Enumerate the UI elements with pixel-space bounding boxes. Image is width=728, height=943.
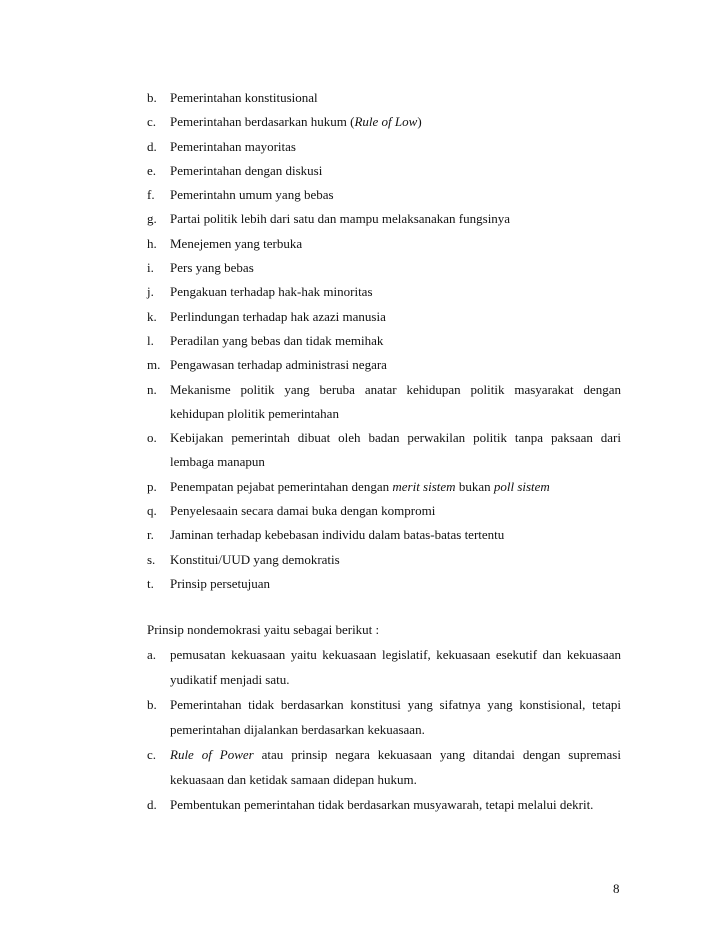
text-run: Pemerintahan konstitusional <box>170 90 318 105</box>
list-marker: i. <box>147 260 154 276</box>
list-item <box>147 792 621 817</box>
page-number: 8 <box>613 881 620 896</box>
italic-term: Rule of Power <box>170 747 254 763</box>
text-run: Partai politik lebih dari satu dan mampu melaksanakan fungsinya <box>170 211 511 227</box>
list-item <box>147 256 621 280</box>
list-item-text <box>170 305 621 329</box>
list-item-text <box>170 159 621 183</box>
list-item-text <box>170 792 621 817</box>
text-run: Jaminan terhadap kebebasan individu dalam batas-batas tertentu <box>170 527 505 543</box>
text-run: Pengawasan terhadap administrasi negara <box>170 357 387 373</box>
list-item-text <box>170 280 621 304</box>
nondemocracy-principles-list <box>147 642 621 817</box>
list-marker: a. <box>147 647 157 663</box>
list-item <box>147 692 621 742</box>
text-run: Pemerintahan berdasarkan hukum ( <box>170 114 355 130</box>
list-item-text <box>170 426 621 475</box>
list-marker: c. <box>147 114 157 130</box>
list-item <box>147 207 621 231</box>
list-item-text <box>170 499 621 523</box>
list-marker: n. <box>147 381 157 397</box>
list-item-text <box>170 329 621 353</box>
text-run: Menejemen yang terbuka <box>170 235 303 251</box>
list-item <box>147 572 621 596</box>
list-marker: d. <box>147 138 157 154</box>
list-item <box>147 742 621 792</box>
list-marker: b. <box>147 697 157 713</box>
list-item <box>147 353 621 377</box>
italic-term: poll sistem <box>493 478 550 494</box>
document-page <box>147 86 621 817</box>
list-item-text <box>170 110 621 134</box>
text-run: Pemerintahan mayoritas <box>170 138 296 154</box>
text-run: Penyelesaain secara damai buka dengan kompromi <box>170 503 436 519</box>
list-marker: c. <box>147 747 157 763</box>
list-marker: m. <box>147 357 161 373</box>
list-item <box>147 135 621 159</box>
list-item-text <box>170 642 621 692</box>
list-item <box>147 305 621 329</box>
democracy-principles-list <box>147 86 621 596</box>
list-marker: k. <box>147 308 157 324</box>
list-item <box>147 475 621 499</box>
list-marker: f. <box>147 187 155 203</box>
list-marker: p. <box>147 478 157 494</box>
list-item-text <box>170 353 621 377</box>
list-marker: g. <box>147 211 157 227</box>
list-item-text <box>170 548 621 572</box>
text-run: pemusatan kekuasaan yaitu kekuasaan legislatif, kekuasaan esekutif dan kekuasaan yudikatif menjadi satu. <box>170 647 621 688</box>
text-run: Kebijakan pemerintah dibuat oleh badan perwakilan politik tanpa paksaan dari lembaga manapun <box>170 430 621 470</box>
list-item <box>147 232 621 256</box>
list-marker: e. <box>147 162 157 178</box>
list-item-text <box>170 183 621 207</box>
italic-term: merit sistem <box>392 478 456 494</box>
list-item-text <box>170 207 621 231</box>
italic-term: Rule of Low <box>354 114 418 130</box>
list-marker: t. <box>147 575 154 591</box>
text-run: Prinsip persetujuan <box>170 575 271 591</box>
text-run: Mekanisme politik yang beruba anatar kehidupan politik masyarakat dengan kehidupan plolitik pemerintahan <box>170 381 621 421</box>
list-item-text <box>170 572 621 596</box>
list-item <box>147 499 621 523</box>
list-item <box>147 426 621 475</box>
list-item <box>147 642 621 692</box>
text-run: Pemerintahan dengan diskusi <box>170 162 323 178</box>
list-item <box>147 86 621 110</box>
list-item <box>147 378 621 427</box>
text-run: Pembentukan pemerintahan tidak berdasarkan musyawarah, tetapi melalui dekrit. <box>170 797 594 813</box>
list-item <box>147 523 621 547</box>
list-marker: j. <box>147 284 154 300</box>
list-marker: s. <box>147 551 156 567</box>
list-item-text <box>170 523 621 547</box>
list-item <box>147 183 621 207</box>
text-run: Peradilan yang bebas dan tidak memihak <box>170 332 384 348</box>
list-item <box>147 159 621 183</box>
text-run: Pers yang bebas <box>170 260 254 276</box>
list-item-text <box>170 475 621 499</box>
text-run: atau prinsip negara kekuasaan yang ditandai dengan supremasi kekuasaan dan ketidak samaan didepan hukum. <box>170 747 621 788</box>
text-run: Pengakuan terhadap hak-hak minoritas <box>170 284 373 300</box>
list-item-text <box>170 378 621 427</box>
list-marker: q. <box>147 503 157 519</box>
list-item-text <box>170 256 621 280</box>
text-run: Konstitui/UUD yang demokratis <box>170 551 340 567</box>
nondemocracy-intro: Prinsip nondemokrasi yaitu sebagai berikut : <box>147 622 380 638</box>
list-marker: d. <box>147 797 157 813</box>
list-item <box>147 110 621 134</box>
list-item-text <box>170 692 621 742</box>
list-marker: l. <box>147 332 154 348</box>
list-marker: o. <box>147 430 157 446</box>
list-marker: h. <box>147 235 157 251</box>
list-item <box>147 280 621 304</box>
list-item <box>147 329 621 353</box>
list-marker: r. <box>147 527 154 543</box>
text-run: Pemerintahan tidak berdasarkan konstitusi yang sifatnya yang konstisional, tetapi pemerintahan dijalankan berdasarkan kekuasaan. <box>170 697 621 738</box>
text-run: Pemerintahn umum yang bebas <box>170 187 334 203</box>
list-marker: b. <box>147 90 157 105</box>
text-run: bukan <box>455 478 494 494</box>
list-item-text <box>170 135 621 159</box>
text-run: Perlindungan terhadap hak azazi manusia <box>170 308 386 324</box>
list-item <box>147 548 621 572</box>
list-item-text <box>170 742 621 792</box>
text-run: Penempatan pejabat pemerintahan dengan <box>170 478 393 494</box>
text-run: ) <box>417 114 422 130</box>
list-item-text <box>170 86 621 110</box>
list-item-text <box>170 232 621 256</box>
